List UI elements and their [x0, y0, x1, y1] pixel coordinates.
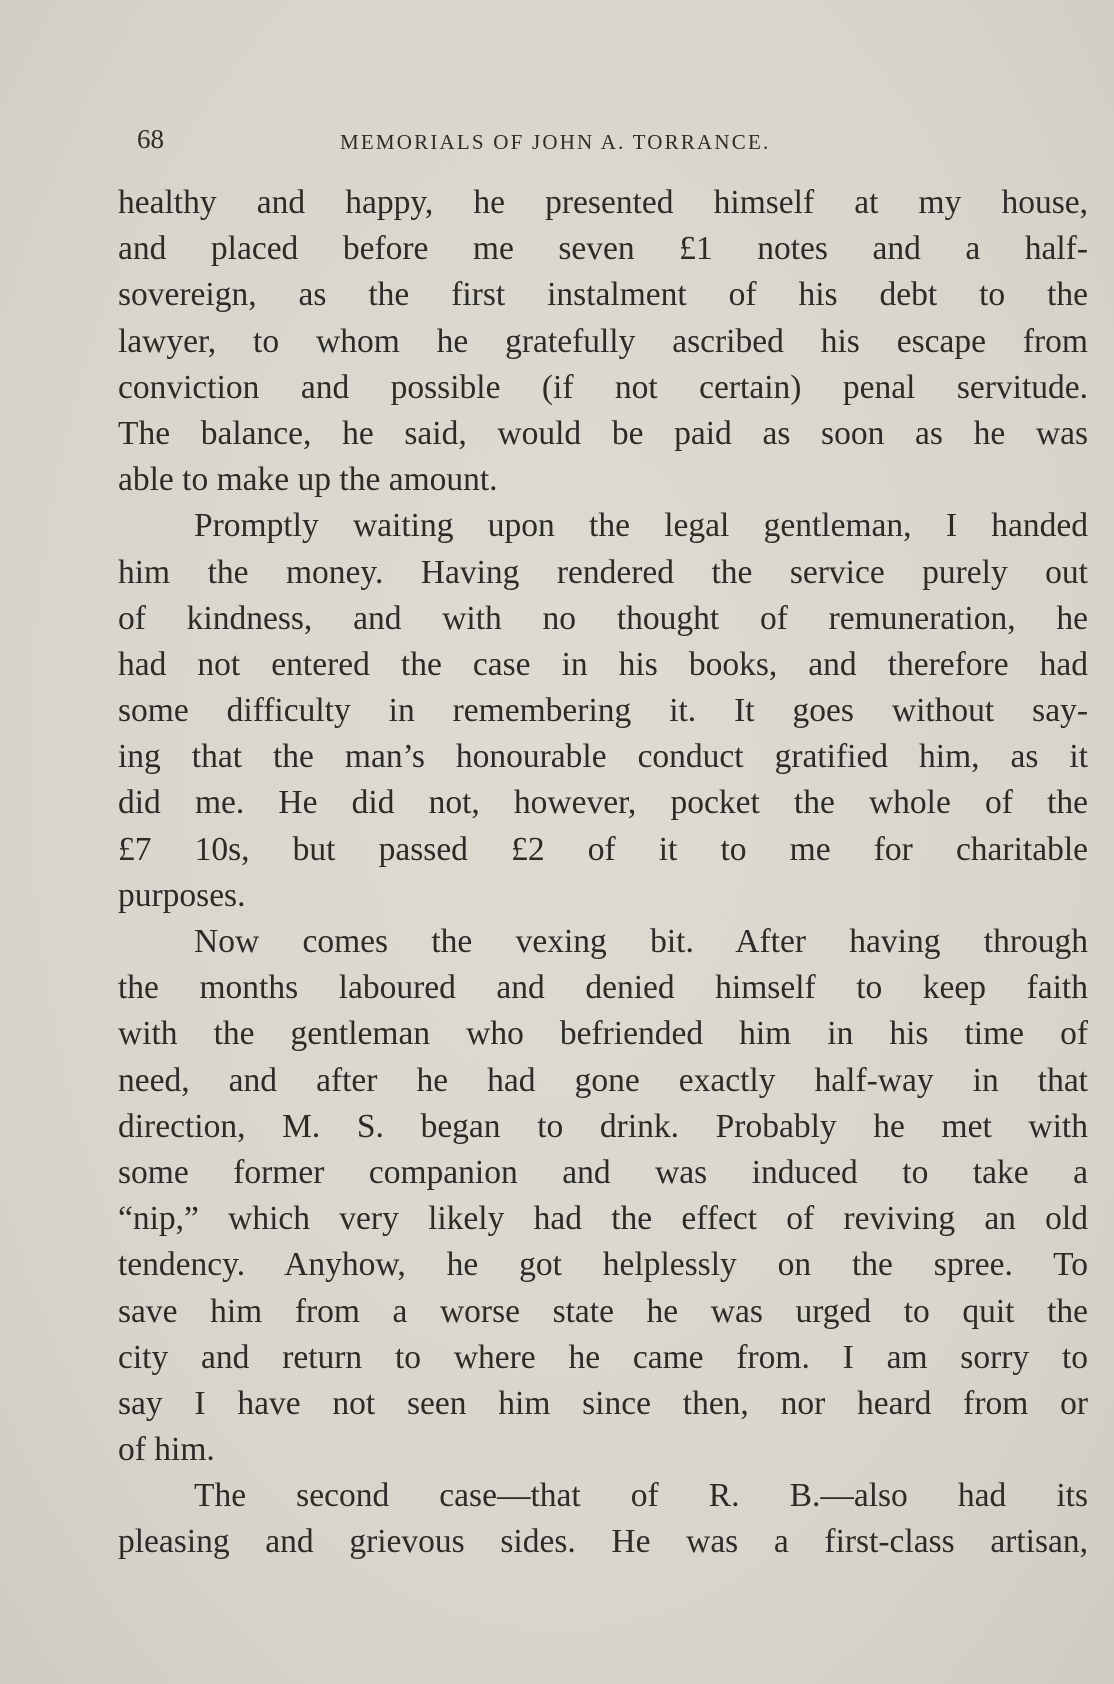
text-line: Now comes the vexing bit. After having through — [194, 923, 1088, 960]
text-line: had not entered the case in his books, and therefore had — [118, 645, 1088, 683]
text-line: healthy and happy, he presented himself at my house, — [118, 184, 1088, 221]
page-header — [137, 124, 1037, 160]
text-line: him the money. Having rendered the service purely out — [118, 553, 1088, 591]
body-text — [118, 180, 1088, 1566]
text-line: sovereign, as the first instalment of his debt to the — [118, 276, 1088, 314]
text-line: tendency. Anyhow, he got helplessly on the spree. To — [118, 1246, 1088, 1284]
text-line: did me. He did not, however, pocket the whole of the — [118, 784, 1088, 822]
running-title: MEMORIALS OF JOHN A. TORRANCE. — [340, 130, 771, 154]
text-line: some former companion and was induced to take a — [118, 1153, 1088, 1191]
text-line: able to make up the amount. — [118, 461, 498, 499]
text-line: “nip,” which very likely had the effect of reviving an old — [118, 1200, 1088, 1238]
text-line: say I have not seen him since then, nor heard from or — [118, 1384, 1088, 1422]
text-line: some difficulty in remembering it. It goes without say- — [118, 692, 1088, 730]
text-line: ing that the man’s honourable conduct gratified him, as it — [118, 738, 1088, 776]
text-line: need, and after he had gone exactly half-way in that — [118, 1061, 1088, 1099]
text-line: purposes. — [118, 876, 246, 914]
text-line: and placed before me seven £1 notes and a half- — [118, 230, 1088, 268]
text-line: Promptly waiting upon the legal gentleman, I handed — [194, 507, 1088, 545]
text-line: direction, M. S. began to drink. Probably he met with — [118, 1107, 1088, 1145]
text-line: The balance, he said, would be paid as soon as he was — [118, 414, 1088, 452]
text-line: with the gentleman who befriended him in his time of — [118, 1015, 1088, 1053]
text-line: £7 10s, but passed £2 of it to me for charitable — [118, 830, 1088, 868]
text-line: conviction and possible (if not certain) penal servitude. — [118, 368, 1088, 406]
text-line: the months laboured and denied himself to keep faith — [118, 969, 1088, 1007]
text-line: lawyer, to whom he gratefully ascribed his escape from — [118, 322, 1088, 360]
text-line: pleasing and grievous sides. He was a first-class artisan, — [118, 1523, 1088, 1561]
text-line: city and return to where he came from. I am sorry to — [118, 1338, 1088, 1376]
text-line: save him from a worse state he was urged to quit the — [118, 1292, 1088, 1330]
text-line: The second case—that of R. B.—also had its — [194, 1477, 1088, 1515]
text-line: of him. — [118, 1431, 215, 1469]
page-number: 68 — [137, 124, 164, 154]
text-line: of kindness, and with no thought of remuneration, he — [118, 599, 1088, 637]
